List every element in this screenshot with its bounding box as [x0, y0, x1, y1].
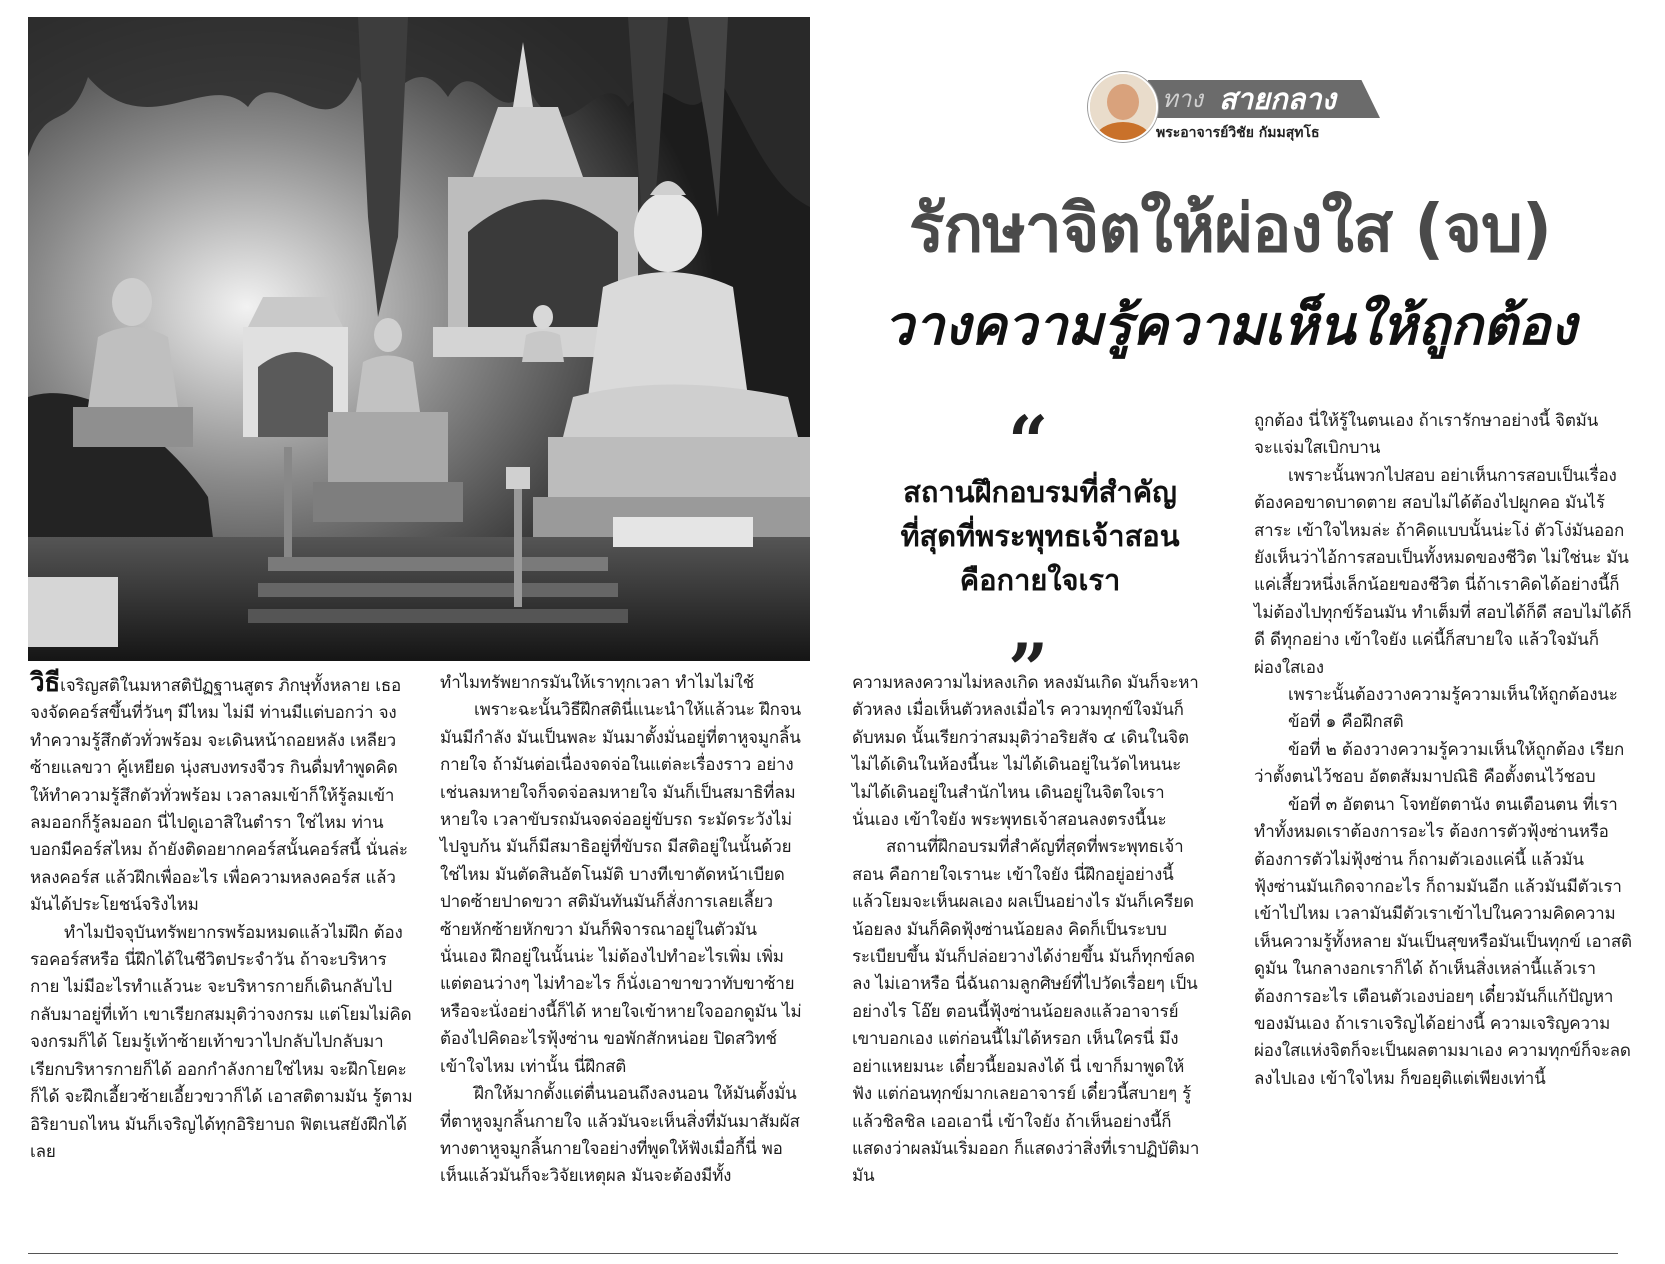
body-paragraph: ความหลงความไม่หลงเกิด หลงมันเกิด มันก็จะหาตัวหลง เมื่อเห็นตัวหลงเมื่อไร ความทุกข์ใจมันก็ดับหมด นั้นเรียกว่าสมมุติว่าอริยสัจ ๔ เดินในจิต ไม่ได้เดินในห้องนี้นะ ไม่ได้เดินอยู่ในวัดไหนนะ ไม่ได้เดินอยู่ในสำนักไหน เดินอยู่ในจิตใจเรานั่นเอง เข้าใจยัง พระพุทธเจ้าสอนลงตรงนี้นะ — [852, 673, 1199, 831]
lead-word: วิธี — [30, 668, 61, 698]
body-paragraph — [30, 670, 413, 920]
body-paragraph: สถานที่ฝึกอบรมที่สำคัญที่สุดที่พระพุทธเจ้าสอน คือกายใจเรานะ เข้าใจยัง นี่ฝึกอยู่อย่างนี้แล้วโยมจะเห็นผลเอง ผลเป็นอย่างไร มันก็เครียดน้อยลง มันก็คิดฟุ้งซ่านน้อยลง คิดก็เป็นระบบระเบียบขึ้น มันก็ปล่อยวางได้ง่ายขึ้น มันก็ทุกข์ลดลง ไม่เอาหรือ นี่ฉันถามลูกศิษย์ที่ไปวัดเรื่อยๆ เป็นอย่างไร โอ๊ย ตอนนี้ฟุ้งซ่านน้อยลงแล้วอาจารย์ เขาบอกเอง แต่ก่อนนี้ไม่ได้หรอก เห็นใครนี่ มึงอย่าแหยมนะ เดี๋ยวนี้ยอมลงได้ นี่ เขาก็มาพูดให้ฟัง แต่ก่อนทุกข์มากเลยอาจารย์ เดี๋ยวนี้สบายๆ รู้แล้วชิลชิล เออเอานี่ เข้าใจยัง ถ้าเห็นอย่างนี้ก็แสดงว่าผลมันเริ่มออก ก็แสดงว่าสิ่งที่เราปฏิบัติมามัน — [852, 837, 1200, 1187]
monk-portrait-icon — [1090, 74, 1156, 140]
article-subhead: วางความรู้ความเห็นให้ถูกต้อง — [883, 294, 1577, 357]
column-kicker: ทาง — [1162, 85, 1204, 113]
body-paragraph: ฝึกให้มากตั้งแต่ตื่นนอนถึงลงนอน ให้มันตั้งมั่นที่ตาหูจมูกลิ้นกายใจ แล้วมันจะเห็นสิ่งที่มันมาสัมผัสทางตาหูจมูกลิ้นกายใจอย่างที่พูดให้ฟังเมื่อกี้นี่ พอเห็นแล้วมันก็จะวิจัยเหตุผล มันจะต้องมีทั้ง — [440, 1084, 800, 1187]
body-paragraph: ถูกต้อง นี่ให้รู้ในตนเอง ถ้าเรารักษาอย่างนี้ จิตมันจะแจ่มใสเบิกบาน — [1254, 411, 1599, 459]
body-column-4 — [1254, 408, 1632, 1093]
quote-open-mark: “ — [1008, 400, 1049, 483]
body-paragraph: ทำไมปัจจุบันทรัพยากรพร้อมหมดแล้วไม่ฝึก ต้องรอคอร์สหรือ นี่ฝึกได้ในชีวิตประจำวัน ถ้าจะบริหารกาย ไม่มีอะไรทำแล้วนะ จะบริหารกายก็เดินกลับไปกลับมาอยู่ที่เท้า เขาเรียกสมมุติว่าจงกรม แต่โยมไม่คิดจงกรมก็ได้ โยมรู้เท้าซ้ายเท้าขวาไปกลับไปกลับมาเรียกบริหารกายก็ได้ ออกกำลังกายใช่ไหม จะฝึกโยคะก็ได้ จะฝึกเอี้ยวซ้ายเอี้ยวขวาก็ได้ เอาสติตามมัน รู้ตามอิริยาบถไหน มันก็เจริญได้ทุกอิริยาบถ ฟิตเนสยังฝึกได้เลย — [30, 922, 413, 1162]
body-column-1 — [30, 670, 413, 1166]
quote-close-mark: ” — [1008, 628, 1049, 711]
body-paragraph: ทำไมทรัพยากรมันให้เราทุกเวลา ทำไมไม่ใช้ — [440, 673, 754, 693]
pull-quote — [860, 470, 1220, 602]
body-paragraph: ข้อที่ ๑ คือฝึกสติ — [1288, 712, 1404, 733]
body-paragraph: เพราะนั้นพวกไปสอบ อย่าเห็นการสอบเป็นเรื่องต้องคอขาดบาดตาย สอบไม่ได้ต้องไปผูกคอ มันไร้สาระ เข้าใจไหมล่ะ ถ้าคิดแบบนั้นน่ะโง่ ตัวโง่มันออก ยังเห็นว่าไอ้การสอบเป็นทั้งหมดของชีวิต ไม่ใช่นะ มันแค่เสี้ยวหนึ่งเล็กน้อยของชีวิต นี่ถ้าเราคิดได้อย่างนี้ก็ไม่ต้องไปทุกข์ร้อนมัน ทำเต็มที่ สอบได้ก็ดี สอบไม่ได้ก็ดี ดีทุกอย่าง เข้าใจยัง แค่นี้ก็สบายใจ แล้วใจมันก็ผ่องใสเอง — [1254, 465, 1632, 678]
article-headline: รักษาจิตให้ผ่องใส (จบ) — [908, 190, 1552, 267]
pull-quote-line: คือกายใจเรา — [959, 563, 1121, 597]
body-paragraph: เพราะนั้นต้องวางความรู้ความเห็นให้ถูกต้องนะ — [1288, 685, 1618, 706]
column-badge — [1088, 72, 1384, 148]
author-avatar — [1088, 72, 1158, 142]
body-paragraph: เพราะฉะนั้นวิธีฝึกสตินี่แนะนำให้แล้วนะ ฝึกจนมันมีกำลัง มันเป็นพละ มันมาตั้งมั่นอยู่ที่ตาหูจมูกลิ้นกายใจ ถ้ามันต่อเนื่องจดจ่อในแต่ละเรื่องราว อย่างเช่นลมหายใจก็จดจ่อลมหายใจ มันก็เป็นสมาธิที่ลมหายใจ เวลาขับรถมันจดจ่ออยู่ขับรถ ระมัดระวังไม่ไปจูบก้น มันก็มีสมาธิอยู่ที่ขับรถ มีสติอยู่ในนั้นด้วย ใช่ไหม มันตัดสินอัตโนมัติ บางทีเขาตัดหน้าเบียดปาดซ้ายปาดขวา สติมันทันมันก็สั่งการเลยเลี้ยวซ้ายหักซ้ายหักขวา มันก็พิจารณาอยู่ในตัวมันนั่นเอง ฝึกอยู่ในนั้นน่ะ ไม่ต้องไปทำอะไรเพิ่ม เพิ่มแต่ตอนว่างๆ ไม่ทำอะไร ก็นั่งเอาขาขวาทับขาซ้ายหรือจะนั่งอย่างนี้ก็ได้ หายใจเข้าหายใจออกดูมัน ไม่ต้องไปคิดอะไรฟุ้งซ่าน ขอพักสักหน่อย ปิดสวิทช์ เข้าใจไหม เท่านั้น นี่ฝึกสติ — [440, 700, 802, 1077]
column-name: สายกลาง — [1219, 82, 1336, 116]
pull-quote-line: สถานฝึกอบรมที่สำคัญ — [903, 475, 1177, 509]
body-column-2 — [440, 670, 802, 1191]
footer-rule — [28, 1253, 1618, 1254]
cave-shrine-photo — [28, 17, 810, 661]
body-text: เจริญสติในมหาสติปัฏฐานสูตร ภิกษุทั้งหลาย เธอจงจัดคอร์สขึ้นที่วันๆ มีไหม ไม่มี ท่านมีแต่บอกว่า จงทำความรู้สึกตัวทั่วพร้อม จะเดินหน้าถอยหลัง เหลียวซ้ายแลขวา คู้เหยียด นุ่งสบงทรงจีวร กินดื่มทำพูดคิด ให้ทำความรู้สึกตัวทั่วพร้อม เวลาลมเข้าก็ให้รู้ลมเข้า ลมออกก็รู้ลมออก นี่ไปดูเอาสิในตำรา ใช่ไหม ท่านบอกมีคอร์สไหม ถ้ายังติดอยากคอร์สนั้นคอร์สนี้ นั่นล่ะหลงคอร์ส แล้วฝึกเพื่ออะไร เพื่อความหลงคอร์ส แล้วมันได้ประโยชน์จริงไหม — [30, 676, 408, 916]
body-paragraph: ข้อที่ ๒ ต้องวางความรู้ความเห็นให้ถูกต้อง เรียกว่าตั้งตนไว้ชอบ อัตตสัมมาปณิธิ คือตั้งตนไว้ชอบ — [1254, 739, 1625, 788]
author-name: พระอาจารย์วิชัย กัมมสุทโธ — [1156, 125, 1320, 141]
body-column-3 — [852, 670, 1202, 1191]
cave-shrine-illustration — [28, 17, 810, 661]
body-paragraph: ข้อที่ ๓ อัตตนา โจทยัตตานัง ตนเตือนตน ที่เราทำทั้งหมดเราต้องการอะไร ต้องการตัวฟุ้งซ่านหรือต้องการตัวไม่ฟุ้งซ่าน ก็ถามตัวเองแค่นี้ แล้วมันฟุ้งซ่านมันเกิดจากอะไร ก็ถามมันอีก แล้วมันมีตัวเราเข้าไปไหม เวลามันมีตัวเราเข้าไปในความคิดความเห็นความรู้ทั้งหลาย มันเป็นสุขหรือมันเป็นทุกข์ เอาสติดูมัน ในกลางอกเราก็ได้ ถ้าเห็นสิ่งเหล่านี้แล้วเราต้องการอะไร เตือนตัวเองบ่อยๆ เดี๋ยวมันก็แก้ปัญหาของมันเอง ถ้าเราเจริญได้อย่างนี้ ความเจริญความผ่องใสแห่งจิตก็จะเป็นผลตามมาเอง ความทุกข์ก็จะลดลงไปเอง เข้าใจไหม ก็ขอยุติแต่เพียงเท่านี้ — [1254, 794, 1632, 1089]
pull-quote-line: ที่สุดที่พระพุทธเจ้าสอน — [900, 519, 1180, 553]
